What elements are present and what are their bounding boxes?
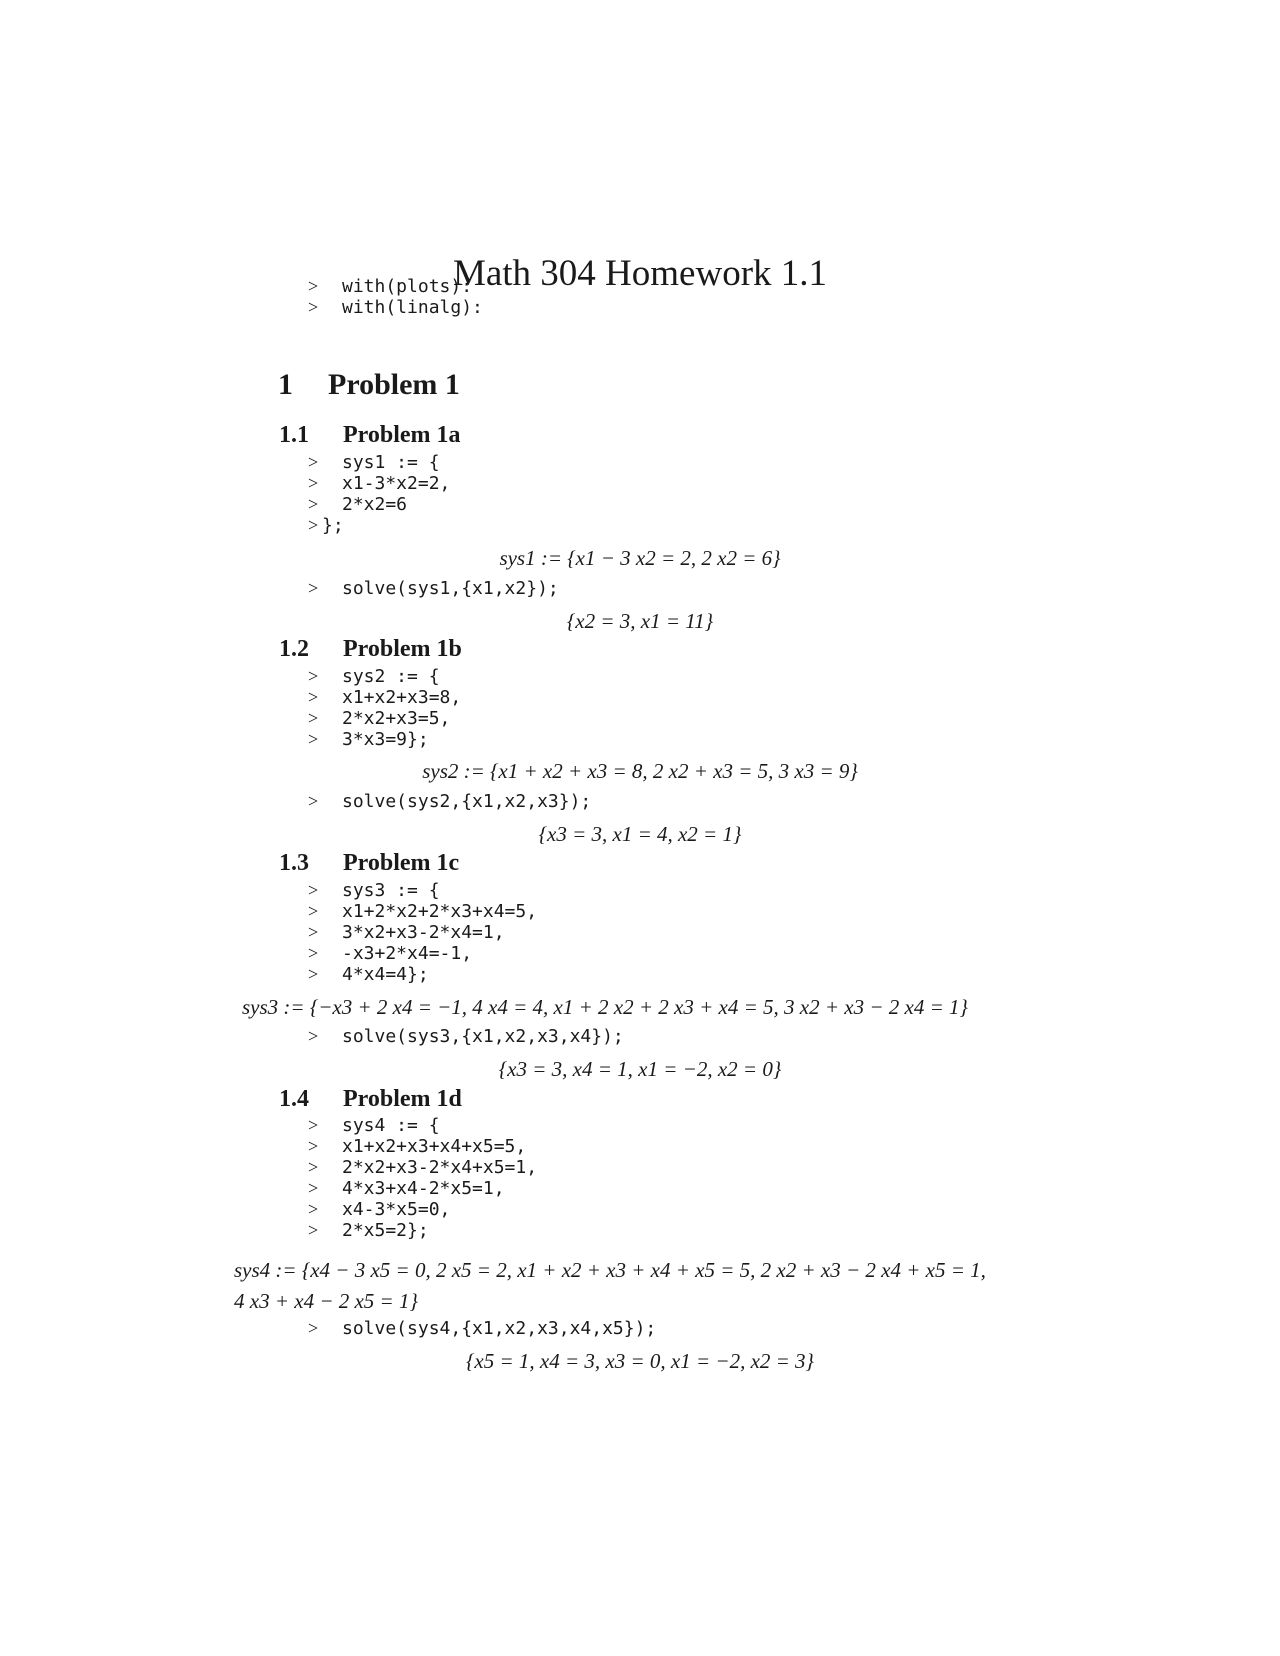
code-text: 2*x2+x3=5, [342, 708, 451, 729]
code-text: 3*x3=9}; [342, 729, 429, 750]
code-line [308, 1157, 537, 1178]
subsection-title: Problem 1d [343, 1086, 462, 1112]
prompt-symbol: > [308, 964, 319, 984]
code-text: sys3 := { [342, 880, 440, 901]
math-output: {x5 = 1, x4 = 3, x3 = 0, x1 = −2, x2 = 3} [466, 1349, 814, 1373]
prompt-symbol: > [308, 708, 319, 728]
prompt-symbol: > [308, 901, 319, 921]
prompt-symbol: > [308, 515, 319, 535]
prompt-symbol: > [308, 1220, 319, 1240]
code-text: solve(sys3,{x1,x2,x3,x4}); [342, 1026, 624, 1047]
code-text: x1+x2+x3=8, [342, 687, 462, 708]
code-text: solve(sys2,{x1,x2,x3}); [342, 791, 592, 812]
prompt-symbol: > [308, 473, 319, 493]
math-output: sys4 := {x4 − 3 x5 = 0, 2 x5 = 2, x1 + x2 + x3 + x4 + x5 = 5, 2 x2 + x3 − 2 x4 + x5 = 1, [234, 1258, 986, 1282]
code-line [308, 1115, 440, 1136]
math-output: {x3 = 3, x4 = 1, x1 = −2, x2 = 0} [498, 1057, 782, 1081]
section-number: 1 [278, 368, 293, 401]
math-output: {x2 = 3, x1 = 11} [566, 609, 714, 633]
prompt-symbol: > [308, 452, 319, 472]
code-line [308, 1220, 429, 1241]
code-line [308, 687, 461, 708]
math-output: sys2 := {x1 + x2 + x3 = 8, 2 x2 + x3 = 5, 3 x3 = 9} [422, 759, 858, 783]
code-line [308, 1026, 624, 1047]
code-line [308, 943, 472, 964]
section-title: Problem 1 [328, 368, 460, 401]
code-line [308, 880, 440, 901]
code-text: 4*x4=4}; [342, 964, 429, 985]
prompt-symbol: > [308, 1136, 319, 1156]
subsection-number: 1.3 [279, 850, 309, 876]
prompt-symbol: > [308, 687, 319, 707]
code-text: sys4 := { [342, 1115, 440, 1136]
code-text: x4-3*x5=0, [342, 1199, 451, 1220]
code-line [308, 964, 429, 985]
prompt-symbol: > [308, 494, 319, 514]
code-line [308, 1318, 656, 1339]
prompt-symbol: > [308, 666, 319, 686]
code-text: solve(sys1,{x1,x2}); [342, 578, 559, 599]
code-text: x1+x2+x3+x4+x5=5, [342, 1136, 527, 1157]
code-text: }; [322, 515, 344, 536]
math-output: 4 x3 + x4 − 2 x5 = 1} [234, 1289, 418, 1313]
subsection-number: 1.2 [279, 636, 309, 662]
subsection-title: Problem 1a [343, 422, 461, 448]
code-text: x1+2*x2+2*x3+x4=5, [342, 901, 538, 922]
code-text: 2*x5=2}; [342, 1220, 429, 1241]
prompt-symbol: > [308, 943, 319, 963]
code-text: -x3+2*x4=-1, [342, 943, 473, 964]
prompt-symbol: > [308, 1178, 319, 1198]
code-line [308, 515, 344, 536]
code-line [308, 791, 591, 812]
code-line [308, 1136, 526, 1157]
code-line [308, 1178, 505, 1199]
subsection-heading [279, 1085, 462, 1113]
math-output: sys1 := {x1 − 3 x2 = 2, 2 x2 = 6} [499, 546, 781, 570]
subsection-title: Problem 1b [343, 636, 462, 662]
code-line [308, 666, 440, 687]
code-line [308, 708, 450, 729]
code-line [308, 729, 429, 750]
code-text: sys2 := { [342, 666, 440, 687]
prompt-symbol: > [308, 880, 319, 900]
code-line [308, 494, 407, 515]
prompt-symbol: > [308, 276, 319, 296]
code-line [308, 452, 440, 473]
code-text: sys1 := { [342, 452, 440, 473]
subsection-number: 1.1 [279, 422, 309, 448]
code-line [308, 1199, 450, 1220]
subsection-number: 1.4 [279, 1086, 309, 1112]
code-line [308, 901, 537, 922]
prompt-symbol: > [308, 791, 319, 811]
prompt-symbol: > [308, 578, 319, 598]
code-text: solve(sys4,{x1,x2,x3,x4,x5}); [342, 1318, 657, 1339]
prompt-symbol: > [308, 297, 319, 317]
subsection-heading [279, 849, 459, 877]
prompt-symbol: > [308, 922, 319, 942]
code-text: 2*x2=6 [342, 494, 408, 515]
prompt-symbol: > [308, 1199, 319, 1219]
code-text: 3*x2+x3-2*x4=1, [342, 922, 505, 943]
code-line [308, 276, 472, 297]
prompt-symbol: > [308, 1157, 319, 1177]
math-output: sys3 := {−x3 + 2 x4 = −1, 4 x4 = 4, x1 + 2 x2 + 2 x3 + x4 = 5, 3 x2 + x3 − 2 x4 = 1} [242, 995, 968, 1019]
subsection-title: Problem 1c [343, 850, 460, 876]
code-text: 4*x3+x4-2*x5=1, [342, 1178, 505, 1199]
subsection-heading [279, 421, 461, 449]
code-line [308, 578, 559, 599]
code-line [308, 297, 483, 318]
prompt-symbol: > [308, 729, 319, 749]
code-text: 2*x2+x3-2*x4+x5=1, [342, 1157, 538, 1178]
prompt-symbol: > [308, 1318, 319, 1338]
page-title: Math 304 Homework 1.1 [452, 253, 828, 294]
prompt-symbol: > [308, 1026, 319, 1046]
prompt-symbol: > [308, 1115, 319, 1135]
subsection-heading [279, 635, 462, 663]
math-output: {x3 = 3, x1 = 4, x2 = 1} [538, 822, 742, 846]
code-text: x1-3*x2=2, [342, 473, 451, 494]
code-line [308, 473, 450, 494]
section-heading [278, 368, 460, 402]
code-text: with(plots): [342, 276, 473, 297]
code-line [308, 922, 505, 943]
code-text: with(linalg): [342, 297, 483, 318]
